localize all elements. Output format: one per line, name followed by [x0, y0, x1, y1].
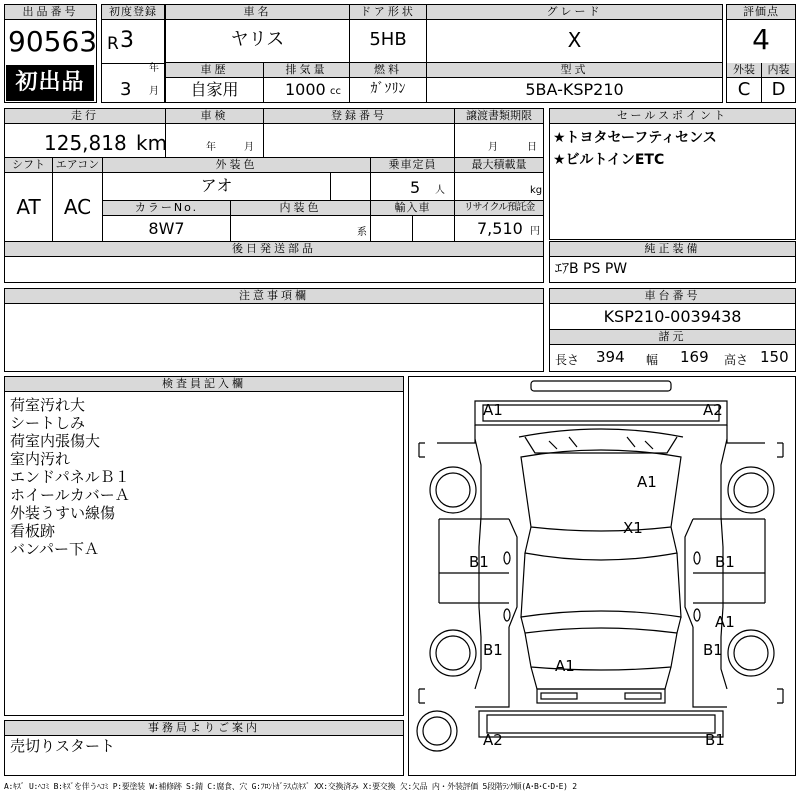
inspector-line-6: ホイールカバーＡ	[10, 486, 130, 504]
car-name-value: ヤリス	[230, 29, 285, 50]
displacement-label: 排気量	[264, 63, 349, 78]
transfer-day-unit: 日	[527, 142, 537, 153]
chassis-value: KSP210-0039438	[603, 307, 742, 326]
mark-a1-front-left: A1	[483, 401, 503, 419]
mileage-label: 走行	[5, 109, 165, 124]
transfer-month-unit: 月	[488, 142, 498, 153]
first-listing-badge: 初出品	[6, 65, 94, 101]
color-no-label: カラーNo.	[103, 201, 230, 216]
mileage-value: 125,818	[44, 131, 127, 155]
specs-label: 諸元	[550, 329, 795, 345]
height-value: 150	[760, 348, 789, 366]
model-value: 5BA-KSP210	[525, 80, 624, 99]
equipment-label: 純正装備	[550, 242, 795, 257]
import-label: 輸入車	[371, 201, 454, 216]
mark-b1-rear-bumper: B1	[705, 731, 725, 749]
history-value: 自家用	[190, 80, 239, 99]
score-value: 4	[752, 23, 770, 56]
inspection-label: 車検	[166, 109, 263, 124]
inspector-line-5: エンドパネルＢ１	[10, 468, 130, 486]
inspector-line-9: バンパー下Ａ	[10, 540, 99, 558]
width-value: 169	[680, 348, 709, 366]
notes-box	[4, 288, 544, 372]
grade-value: X	[567, 28, 582, 52]
displacement-value: 1000	[285, 80, 326, 99]
int-label: 内装	[762, 63, 795, 78]
transfer-label: 譲渡書類期限	[455, 109, 543, 124]
car-name-label: 車名	[166, 5, 349, 20]
int-color-unit: 系	[357, 227, 367, 238]
recycle-value: 7,510	[477, 219, 523, 238]
length-label: 長さ	[555, 353, 580, 367]
reg-number-label: 登録番号	[264, 109, 454, 124]
reg-year: 3	[120, 28, 134, 53]
lot-number: 90563	[8, 25, 98, 58]
mark-b1-right: B1	[715, 553, 735, 571]
notes-label: 注意事項欄	[5, 289, 543, 304]
mark-a1-hood: A1	[637, 473, 657, 491]
int-color-label: 内装色	[231, 201, 370, 216]
office-value: 売切りスタート	[10, 737, 116, 755]
capacity-value: 5	[410, 178, 421, 197]
inspection-month-unit: 月	[244, 142, 254, 153]
color-no-value: 8W7	[148, 219, 185, 238]
mark-a2-front-right: A2	[703, 401, 723, 419]
inspector-line-8: 看板跡	[10, 522, 56, 540]
chassis-label: 車台番号	[550, 289, 795, 304]
later-parts-label: 後日発送部品	[5, 242, 543, 257]
capacity-label: 乗車定員	[371, 158, 454, 173]
model-label: 型式	[427, 63, 722, 78]
grade-label: グレード	[427, 5, 722, 20]
inspector-line-3: 荷室内張傷大	[10, 432, 101, 450]
inspector-line-7: 外装うすい線傷	[10, 504, 116, 522]
inspector-line-2: シートしみ	[10, 414, 86, 432]
inspector-label: 検査員記入欄	[5, 377, 403, 392]
width-label: 幅	[646, 353, 659, 367]
door-value: 5HB	[369, 29, 407, 50]
era-letter: R	[107, 34, 119, 54]
sales-points-box	[549, 108, 796, 240]
reg-month-unit: 月	[149, 86, 159, 97]
mark-a1-right-rear: A1	[715, 613, 735, 631]
shift-value: AT	[16, 195, 41, 219]
max-load-label: 最大積載量	[455, 158, 543, 173]
score-label: 評価点	[727, 5, 795, 20]
mark-b1-rear-right: B1	[703, 641, 723, 659]
fuel-value: ｶﾞｿﾘﾝ	[370, 81, 406, 97]
inspection-year-unit: 年	[206, 142, 216, 153]
sales-point-1: ★トヨタセーフティセンス	[553, 130, 717, 146]
capacity-unit: 人	[435, 185, 445, 196]
sales-points-label: セールスポイント	[550, 109, 795, 124]
recycle-unit: 円	[530, 226, 540, 237]
ext-label: 外装	[727, 63, 761, 78]
ext-color-value: アオ	[200, 176, 233, 195]
fuel-label: 燃料	[350, 63, 426, 78]
shift-label: シフト	[5, 158, 52, 173]
mark-a1-trunk: A1	[555, 657, 575, 675]
chassis-box	[549, 288, 796, 372]
ext-score: C	[737, 79, 751, 100]
aircon-value: AC	[63, 195, 92, 219]
length-value: 394	[596, 348, 625, 366]
inspector-line-1: 荷室汚れ大	[10, 396, 86, 414]
int-score: D	[771, 79, 786, 100]
history-label: 車歴	[166, 63, 263, 78]
office-label: 事務局よりご案内	[5, 721, 403, 736]
sales-point-2: ★ビルトインETC	[553, 152, 665, 168]
mark-b1-rear-left: B1	[483, 641, 503, 659]
mileage-unit: km	[136, 131, 168, 155]
displacement-unit: cc	[330, 86, 341, 97]
mark-b1-left: B1	[469, 553, 489, 571]
ext-color-label: 外装色	[103, 158, 370, 173]
aircon-label: エアコン	[53, 158, 102, 173]
height-label: 高さ	[724, 353, 749, 367]
damage-legend: A:ｷｽﾞ U:ﾍｺﾐ B:ｷｽﾞを伴うﾍｺﾐ P:要塗装 W:補修跡 S:錆 C:腐食、穴 G:ﾌﾛﾝﾄｶﾞﾗｽ点ｷｽﾞ XX:交換済み X:要交換 欠:欠品 内・外装評価 5段階ﾗﾝｸ順(A･B･C･D･E) 2	[4, 782, 577, 791]
damage-diagram	[408, 376, 796, 776]
max-load-unit: kg	[530, 185, 543, 196]
inspector-line-4: 室内汚れ	[10, 450, 71, 468]
door-label: ドア形状	[350, 5, 426, 20]
lot-label: 出品番号	[5, 5, 96, 20]
equipment-value: ｴｱB PS PW	[555, 261, 628, 277]
recycle-label: リサイクル預託金	[455, 201, 543, 216]
reg-year-unit: 年	[149, 63, 159, 74]
mark-x1-roof: X1	[623, 519, 643, 537]
mark-a2-rear: A2	[483, 731, 503, 749]
first-reg-label: 初度登録	[102, 5, 164, 20]
car-diagram-svg	[409, 377, 795, 775]
reg-month: 3	[120, 79, 132, 100]
